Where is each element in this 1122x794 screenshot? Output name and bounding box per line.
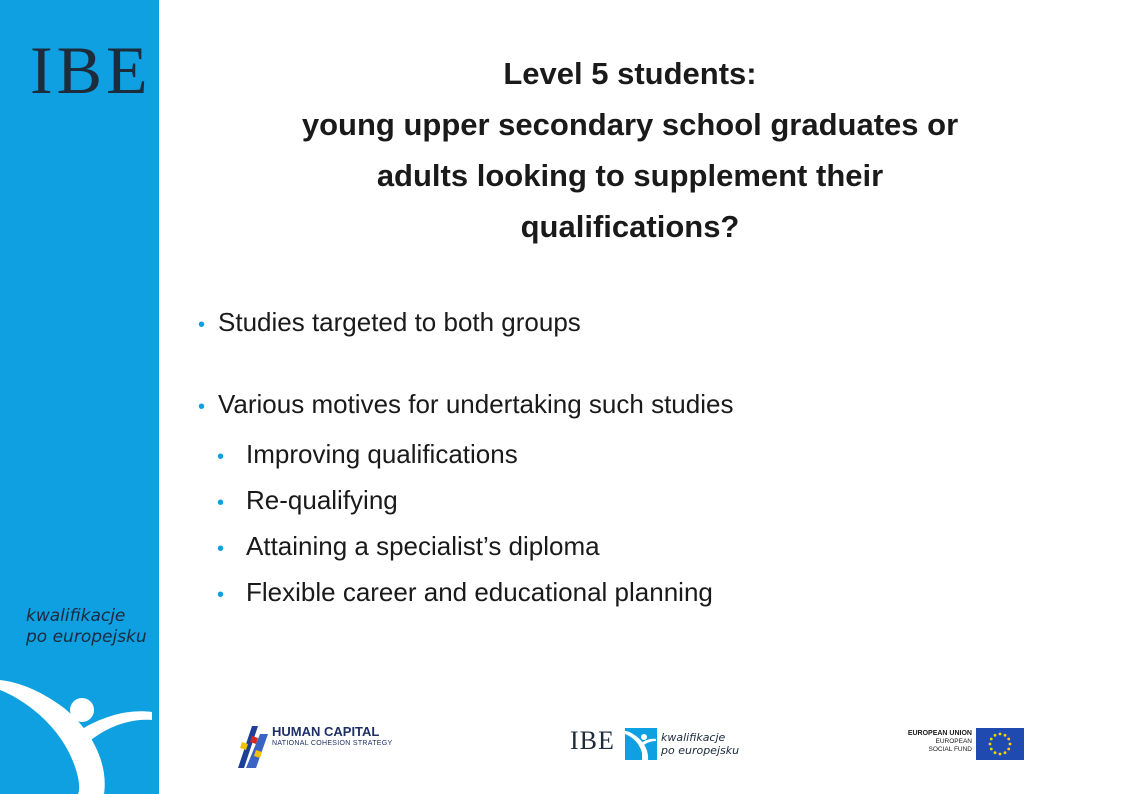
title-line-2: young upper secondary school graduates or: [301, 107, 959, 142]
sidebar-tagline: [26, 606, 147, 648]
ibe-figure-icon: [625, 728, 657, 760]
ibe-logo: IBE: [30, 32, 152, 108]
sub-bullet-item: [217, 577, 713, 608]
eu-logo: [902, 728, 1024, 762]
title-line-1: Level 5 students:: [503, 56, 757, 91]
title-line-4: qualifications?: [520, 209, 740, 244]
brand-sidebar: [0, 0, 159, 794]
eu-line-2: EUROPEAN: [935, 738, 972, 745]
bullet-text: Re-qualifying: [246, 485, 398, 515]
human-capital-subtitle: NATIONAL COHESION STRATEGY: [272, 740, 393, 747]
human-capital-emblem-icon: [236, 722, 270, 770]
sub-bullet-item: [217, 439, 518, 470]
figure-mark-icon: [0, 672, 159, 794]
bullet-dot-icon: •: [217, 538, 225, 560]
bullet-dot-icon: •: [217, 446, 225, 468]
bullet-dot-icon: •: [217, 492, 225, 514]
slide-title: [175, 48, 1085, 252]
title-line-3: adults looking to supplement their: [376, 158, 884, 193]
tagline-line-2: po europejsku: [26, 627, 147, 647]
eu-line-1: EUROPEAN UNION: [907, 730, 972, 737]
tagline-line-1: kwalifikacje: [26, 606, 126, 626]
bullet-text: Studies targeted to both groups: [218, 307, 581, 337]
mini-tagline-line-1: kwalifikacje: [661, 731, 726, 744]
bullet-item: [198, 389, 733, 420]
bullet-text: Attaining a specialist’s diploma: [246, 531, 600, 561]
eu-flag-icon: [976, 728, 1024, 760]
eu-line-3: SOCIAL FUND: [928, 746, 972, 753]
eu-label: [902, 730, 972, 754]
bullet-item: [198, 307, 581, 338]
human-capital-title: HUMAN CAPITAL: [272, 724, 380, 739]
bullet-text: Various motives for undertaking such studies: [218, 389, 734, 419]
bullet-text: Improving qualifications: [246, 439, 518, 469]
mini-tagline-line-2: po europejsku: [661, 744, 740, 757]
ibe-footer-logo: [570, 728, 750, 764]
sub-bullet-item: [217, 531, 600, 562]
bullet-text: Flexible career and educational planning: [246, 577, 713, 607]
ibe-mini-tagline: [661, 731, 739, 757]
sub-bullet-item: [217, 485, 398, 516]
ibe-mini-logo: IBE: [570, 726, 615, 755]
bullet-dot-icon: •: [198, 314, 206, 336]
bullet-dot-icon: •: [198, 396, 206, 418]
human-capital-logo: [236, 722, 396, 770]
bullet-dot-icon: •: [217, 584, 225, 606]
